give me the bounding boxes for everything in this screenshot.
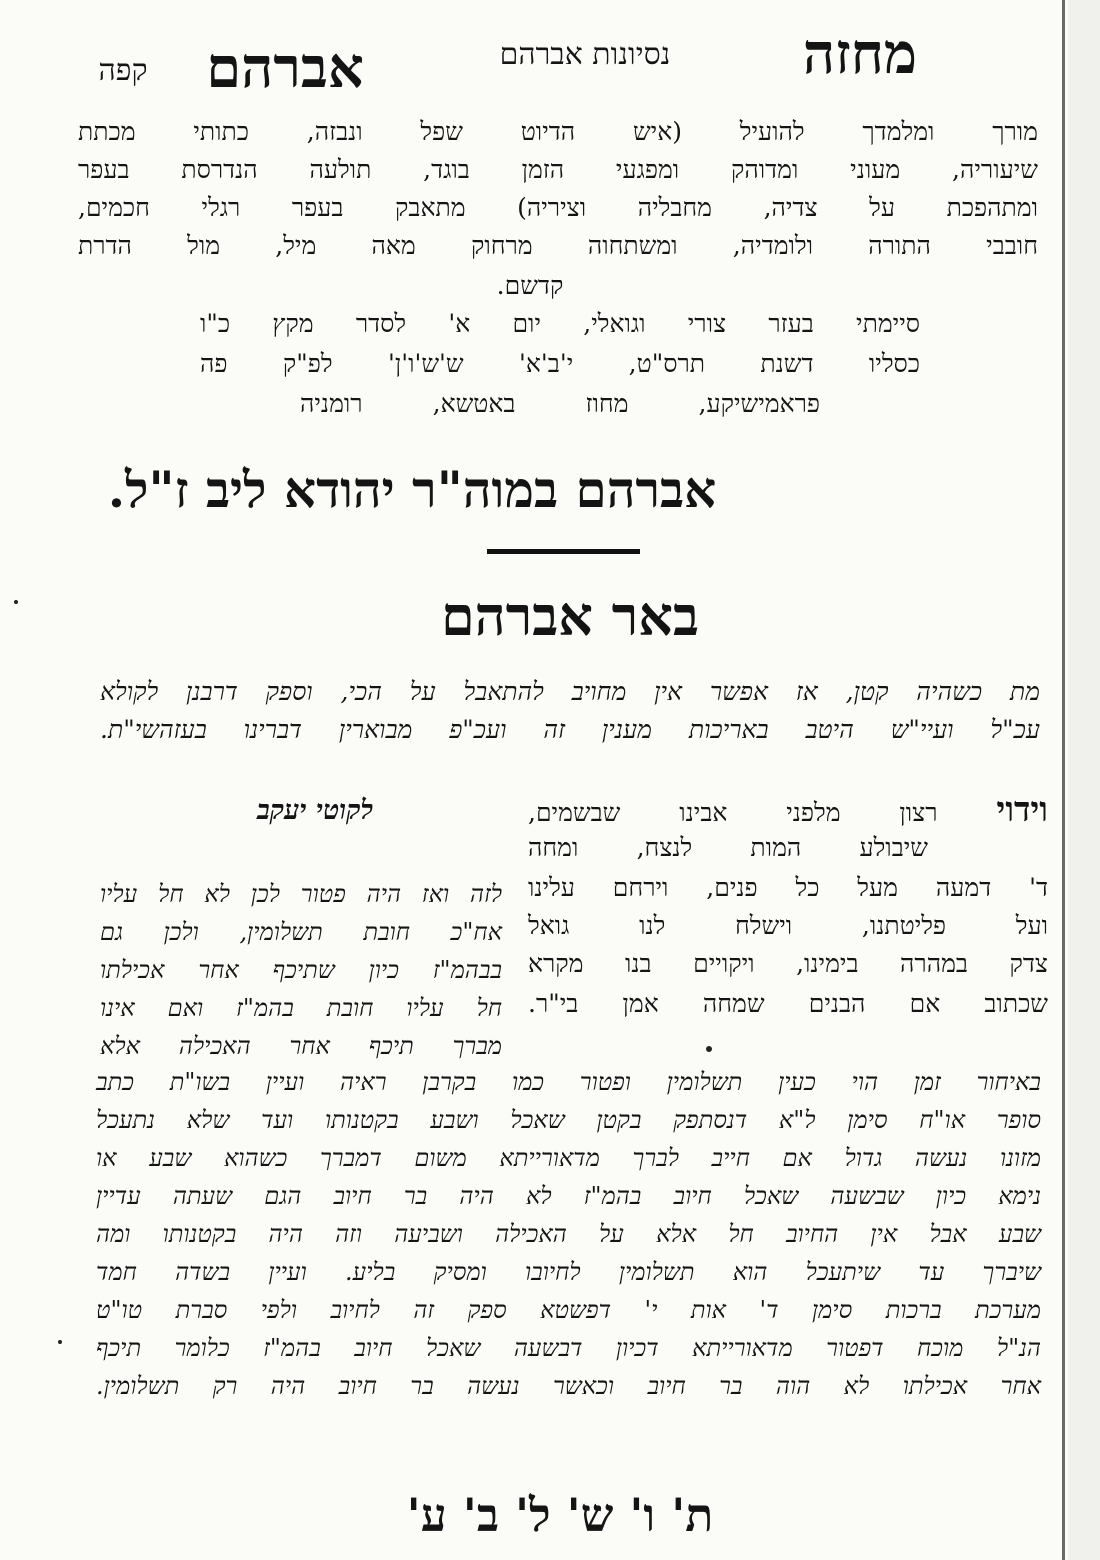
left-column-line: בבהמ"ז כיון שתיכף אחר אכילתו	[100, 956, 502, 984]
left-column-line: לזה ואז היה פטור לכן לא חל עליו	[100, 880, 502, 908]
page-edge-shadow	[1068, 0, 1100, 1560]
page-footer-mark: ת' ו' ש' ל' ב' ע'	[406, 1488, 714, 1542]
header-left-word: קפה	[98, 53, 148, 88]
right-column-line: ועל פליטתנו, וישלח לנו גואל	[528, 911, 1048, 940]
closing-line: כסליו דשנת תרס"ט, י'ב'א' ש'ש'ו'ן' לפ"ק פה	[200, 349, 920, 378]
ink-speck	[14, 600, 18, 604]
right-column-line-text: רצון מלפני אבינו שבשמים,	[528, 798, 938, 827]
divider-rule	[487, 549, 640, 554]
body-line: שבע אבל אין החיוב חל אלא על האכילה ושביעה וזה היה בקטנותו ומה	[96, 1220, 1041, 1248]
body-line: נימא כיון שבשעה שאכל חיוב בהמ"ז לא היה בר חיוב הגם שעתה עדיין	[96, 1182, 1041, 1210]
left-column-line: חל עליו חובת בהמ"ז ואם אינו	[100, 994, 502, 1022]
right-column-line: שכתוב אם הבנים שמחה אמן בי"ר.	[528, 989, 1048, 1018]
intro-line: ומתהפכת על צדיה, מחבליה וציריה) מתאבק בעפר רגלי חכמים,	[78, 193, 1038, 222]
closing-line: סיימתי בעזר צורי וגואלי, יום א' לסדר מקץ כ"ו	[200, 309, 920, 338]
right-column-line: שיבולע המות לנצח, ומחה	[528, 833, 928, 862]
left-column-line: מברך תיכף אחר האכילה אלא	[100, 1032, 502, 1060]
left-column-heading: לקוטי יעקב	[256, 795, 374, 826]
closing-line: פראמישיקע, מחוז באטשא, רומניה	[300, 389, 820, 418]
section-title: באר אברהם	[440, 584, 699, 648]
intro-line: מורך ומלמדך להועיל (איש הדיוט שפל ונבזה, כתותי מכתת	[78, 117, 1038, 146]
header-big-name: אברהם	[206, 35, 364, 101]
rashi-line: מת כשהיה קטן, אז אפשר אין מחויב להתאבל על הכי, וספק דרבנן לקולא	[100, 677, 1040, 706]
intro-line: שיעוריה, מעוני ומדוהק ומפגעי הזמן בוגד, תולעה הנדרסת בעפר	[78, 155, 1038, 184]
body-line: הנ"ל מוכח דפטור מדאורייתא דכיון דבשעה שאכל חיוב בהמ"ז כלומר תיכף	[96, 1334, 1041, 1362]
right-column-line: צדק במהרה בימינו, ויקויים בנו מקרא	[528, 949, 1048, 978]
intro-line: חובבי התורה ולומדיה, ומשתחוה מרחוק מאה מיל, מול הדרת	[78, 231, 1038, 260]
header-right-word: מחזה	[802, 21, 918, 87]
right-column-line	[528, 792, 1048, 831]
left-column-line: אח"כ חובת תשלומין, ולכן גם	[100, 918, 502, 946]
ink-dot	[706, 1046, 712, 1052]
right-column-line: ד' דמעה מעל כל פנים, וירחם עלינו	[528, 873, 1048, 902]
body-line: מערכת ברכות סימן ד' אות י' דפשטא ספק זה לחיוב ולפי סברת טו"ט	[96, 1296, 1041, 1324]
right-column-first-word: וידוי	[996, 790, 1048, 830]
body-line: שיברך עד שיתעכל הוא תשלומין לחיובו ומסיק בליע. ועיין בשדה חמד	[96, 1258, 1041, 1286]
intro-last-line: קדשם.	[496, 271, 564, 300]
author-line: אברהם במוה"ר יהודא ליב ז"ל.	[107, 460, 717, 519]
page-edge-line	[1062, 0, 1065, 1560]
body-line: באיחור זמן הוי כעין תשלומין ופטור כמו בקרבן ראיה ועיין בשו"ת כתב	[96, 1068, 1041, 1096]
rashi-line: עכ"ל ועיי"ש היטב באריכות מענין זה ועכ"פ מבוארין דברינו בעזהשי"ת.	[100, 715, 1040, 744]
header-middle-text: נסיונות אברהם	[499, 37, 671, 72]
body-line: מזונו נעשה גדול אם חייב לברך מדאורייתא משום דמברך כשהוא שבע או	[96, 1144, 1041, 1172]
body-line: סופר או"ח סימן ל"א דנסתפק בקטן שאכל ושבע בקטנותו ועד שלא נתעכל	[96, 1106, 1041, 1134]
body-line: אחר אכילתו לא הוה בר חיוב וכאשר נעשה בר חיוב היה רק תשלומין.	[96, 1372, 1041, 1400]
ink-speck	[58, 1340, 62, 1344]
